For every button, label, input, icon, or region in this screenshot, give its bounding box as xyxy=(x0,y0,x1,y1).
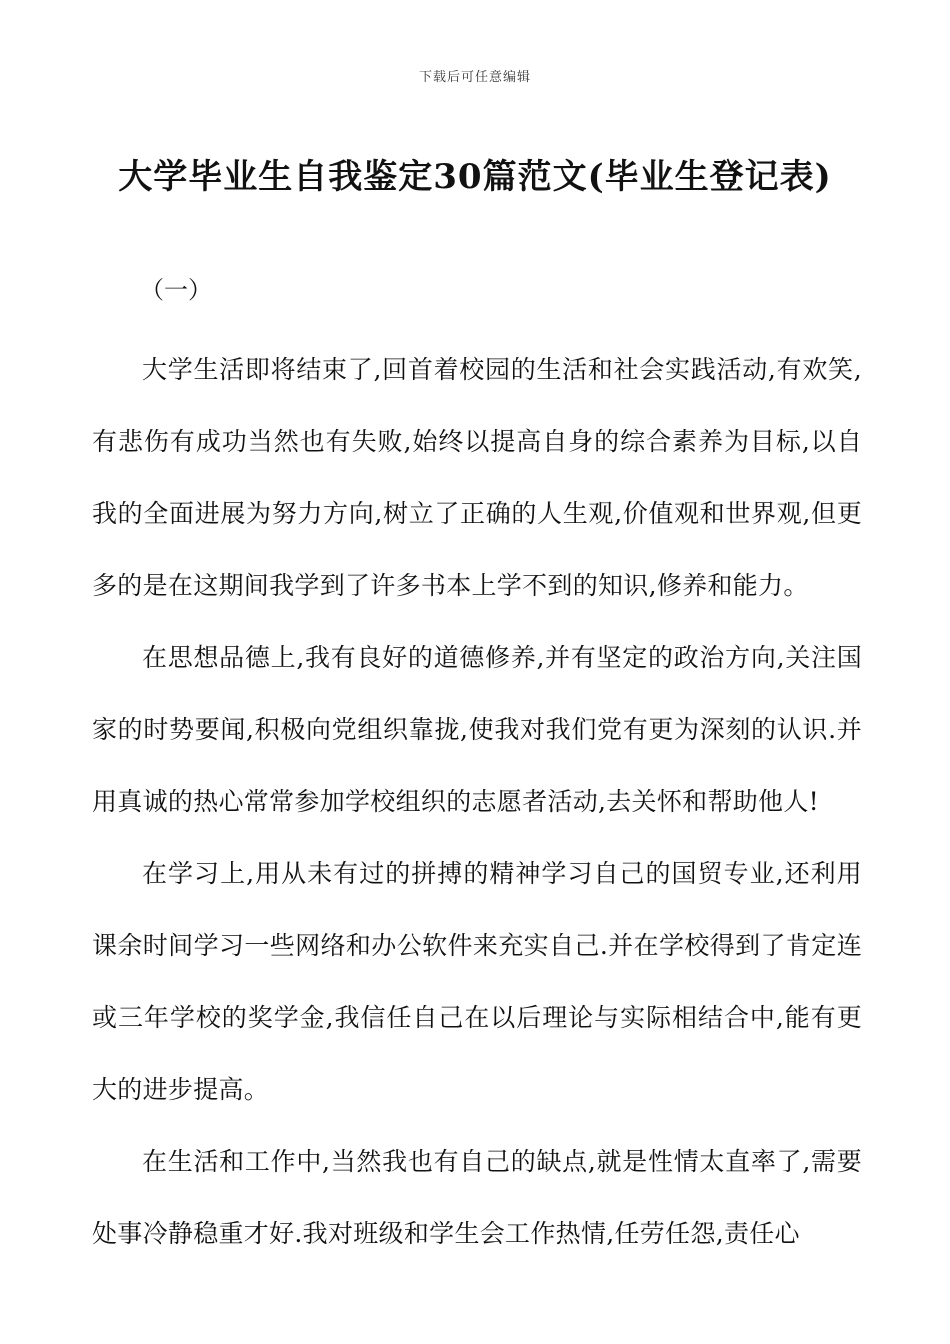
document-title: 大学毕业生自我鉴定30篇范文(毕业生登记表) xyxy=(118,157,832,197)
paragraph-1: 大学生活即将结束了,回首着校园的生活和社会实践活动,有欢笑,有悲伤有成功当然也有失败,始终以提高自身的综合素养为目标,以自我的全面进展为努力方向,树立了正确的人生观,价值观和世界观,但更多的是在这期间我学到了许多书本上学不到的知识,修养和能力。 xyxy=(92,355,862,600)
document-body xyxy=(92,334,862,1270)
section-label: （一） xyxy=(140,276,212,304)
paragraph-2: 在思想品德上,我有良好的道德修养,并有坚定的政治方向,关注国家的时势要闻,积极向党组织靠拢,使我对我们党有更为深刻的认识.并用真诚的热心常常参加学校组织的志愿者活动,去关怀和帮助他人! xyxy=(92,643,862,816)
paragraph-3: 在学习上,用从未有过的拼搏的精神学习自己的国贸专业,还利用课余时间学习一些网络和办公软件来充实自己.并在学校得到了肯定连或三年学校的奖学金,我信任自己在以后理论与实际相结合中,能有更大的进步提高。 xyxy=(92,859,862,1104)
page-header-note: 下载后可任意编辑 xyxy=(418,70,531,85)
paragraph-4: 在生活和工作中,当然我也有自己的缺点,就是性情太直率了,需要处事冷静稳重才好.我对班级和学生会工作热情,任劳任怨,责任心 xyxy=(92,1147,862,1248)
